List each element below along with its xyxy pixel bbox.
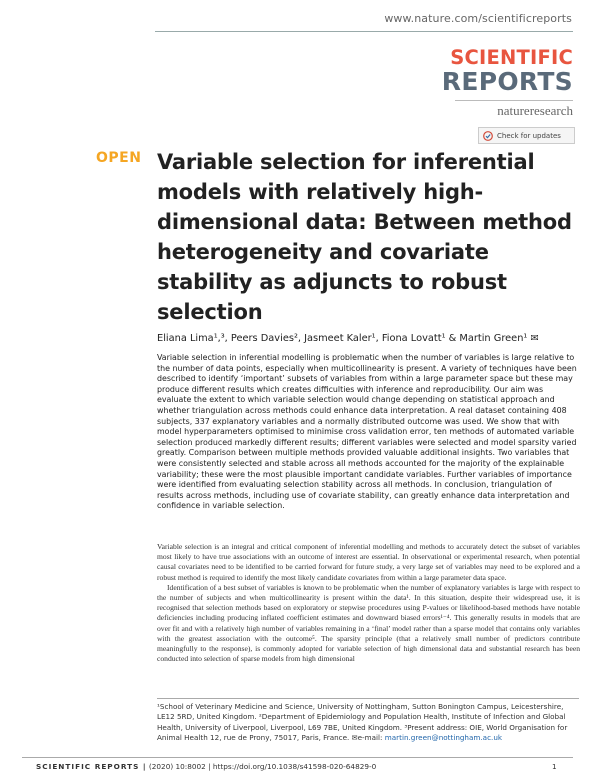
logo-reports: REPORTS [441, 67, 573, 96]
footer-journal-name: SCIENTIFIC REPORTS | [36, 762, 147, 771]
body-paragraph: Identification of a best subset of variables is known to be problematic when the number of explanatory variables is large with respect to the number of subjects and when multicollinearity is present within the data¹. In this situation, despite their widespread use, it is recognised that selection methods based on exploratory or stepwise procedures using P-values or likelihood-based methods have notable deficiencies including producing inflated coefficient estimates and downward biased errors¹⁻⁴. This generally results in models that are over fit and with a relatively high number of variables remaining in a ‘final’ model rather than a sparse model that contains only variables with the greatest association with the outcome⁵. The sparsity principle (that a relatively small number of predictors contribute meaningfully to the response), is commonly adopted for variable selection of high dimensional data and substantial research has been conducted into selection of sparse models from high dimensional [157, 582, 580, 664]
affiliations [157, 702, 579, 744]
logo-natureresearch: natureresearch [497, 103, 573, 118]
footer-citation[interactable]: (2020) 10:8002 | https://doi.org/10.1038/s41598-020-64829-0 [148, 762, 377, 771]
logo-scientific: SCIENTIFIC [450, 46, 573, 69]
affiliations-text: ¹School of Veterinary Medicine and Science, University of Nottingham, Sutton Bonington Campus, Leicestershire, LE12 5RD, United Kingdom. ²Department of Epidemiology and Population Health, Institute of Infection and Global Health, University of Liverpool, Liverpool, L69 7BE, United Kingdom. ³Present address: OIE, World Organisation for Animal Health 12, rue de Prony, 75017, Paris, France. ✉e-mail: [157, 702, 568, 743]
journal-url[interactable]: www.nature.com/scientificreports [384, 12, 572, 25]
check-for-updates-button[interactable] [478, 127, 575, 144]
header-divider [155, 31, 573, 32]
footer-divider [22, 757, 573, 758]
journal-logo [403, 48, 573, 118]
check-for-updates-label: Check for updates [497, 131, 561, 140]
open-access-label: OPEN [96, 150, 142, 166]
article-title: Variable selection for inferential models with relatively high-dimensional data: Between method heterogeneity and covariate stability as adjuncts to robust selection [157, 150, 572, 324]
author-list: Eliana Lima¹,³, Peers Davies², Jasmeet Kaler¹, Fiona Lovatt¹ & Martin Green¹ ✉ [157, 333, 539, 344]
page-footer [36, 762, 557, 771]
update-check-icon [483, 131, 493, 141]
affiliations-divider [157, 698, 579, 699]
corresponding-email-link[interactable]: martin.green@nottingham.ac.uk [384, 733, 503, 743]
body-text [157, 542, 580, 664]
page-number: 1 [552, 762, 557, 771]
abstract: Variable selection in inferential modelling is problematic when the number of variables is large relative to the number of data points, especially when multicollinearity is present. A variety of techniques have been described to identify ‘important’ subsets of variables from within a large parameter space but these may produce different results which creates difficulties with inference and reproducibility. Our aim was evaluate the extent to which variable selection would change depending on statistical approach and whether triangulation across methods could enhance data interpretation. A real dataset containing 408 subjects, 337 explanatory variables and a normally distributed outcome was used. We show that with model hyperparameters optimised to minimise cross validation error, ten methods of automated variable selection produced markedly different results; different variables were selected and model sparsity varied greatly. Comparison between multiple methods provided valuable additional insights. Two variables that were consistently selected and stable across all methods accounted for the majority of the explainable variability; these were the most plausible important candidate variables. Further variables of importance were identified from evaluating selection stability across all methods. In conclusion, triangulation of results across methods, including use of covariate stability, can greatly enhance data interpretation and confidence in variable selection. [157, 353, 577, 511]
body-paragraph: Variable selection is an integral and critical component of inferential modelling and methods to accurately detect the subset of variables most likely to have true associations with an outcome of interest are essential. In observational or experimental research, when potential causal covariates need to be identified to be carried forward for future study, a very large set of variables may need to be explored and a robust method is required to identify the most likely candidate covariates from within a large parameter data space. [157, 542, 580, 582]
logo-divider [455, 100, 573, 101]
